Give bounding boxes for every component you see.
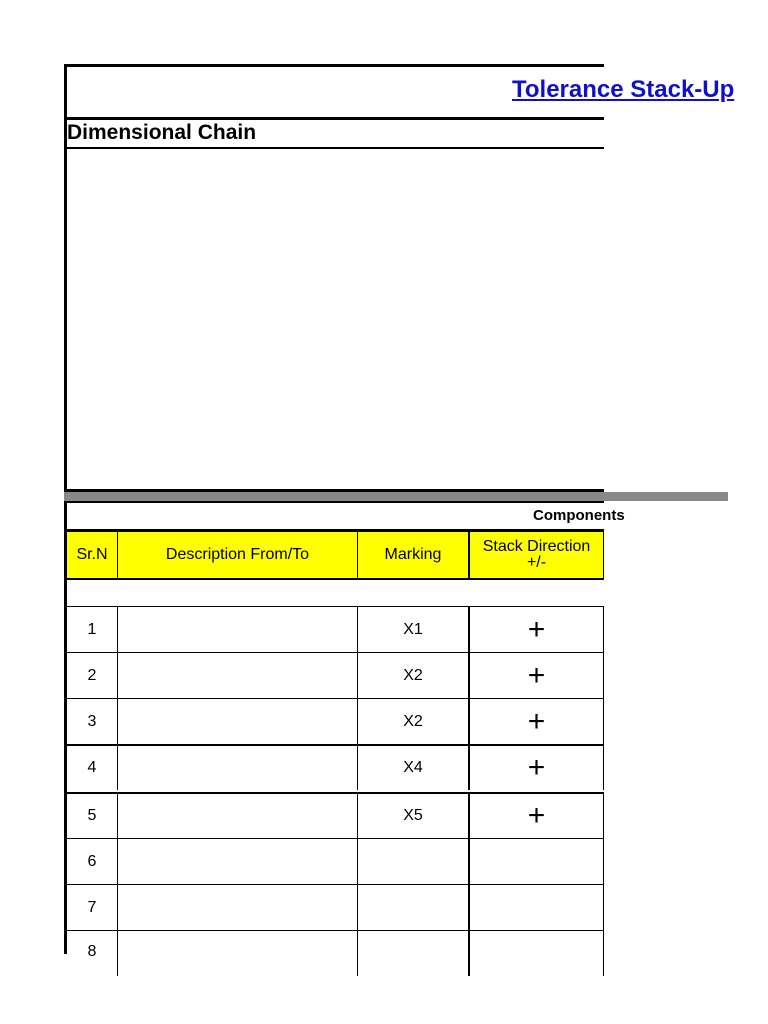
table-row bbox=[67, 838, 604, 884]
description-cell[interactable] bbox=[118, 698, 358, 744]
header-stack-direction-line2: +/- bbox=[526, 554, 547, 571]
direction-cell[interactable]: + bbox=[470, 652, 604, 698]
header-marking[interactable] bbox=[358, 532, 470, 580]
description-cell[interactable] bbox=[118, 744, 358, 790]
header-stack-direction-label bbox=[483, 539, 591, 571]
table-row bbox=[67, 792, 604, 838]
sr-cell[interactable]: 6 bbox=[67, 838, 118, 884]
direction-cell[interactable]: + bbox=[470, 744, 604, 790]
section-divider-bottom bbox=[64, 501, 604, 503]
table-row bbox=[67, 652, 604, 698]
table-row bbox=[67, 744, 604, 790]
sr-cell[interactable]: 3 bbox=[67, 698, 118, 744]
sr-cell[interactable]: 1 bbox=[67, 606, 118, 652]
marking-cell[interactable]: X5 bbox=[358, 792, 470, 838]
sr-cell[interactable]: 5 bbox=[67, 792, 118, 838]
sr-cell[interactable]: 4 bbox=[67, 744, 118, 790]
description-cell[interactable] bbox=[118, 930, 358, 976]
marking-cell[interactable] bbox=[358, 884, 470, 930]
sr-cell[interactable]: 8 bbox=[67, 930, 118, 976]
components-section-label: Components bbox=[533, 507, 625, 524]
direction-cell[interactable] bbox=[470, 838, 604, 884]
header-sr-number[interactable] bbox=[67, 532, 118, 580]
marking-cell[interactable] bbox=[358, 838, 470, 884]
header-description-label: Description From/To bbox=[165, 546, 310, 563]
description-cell[interactable] bbox=[118, 606, 358, 652]
direction-cell[interactable]: + bbox=[470, 792, 604, 838]
description-cell[interactable] bbox=[118, 652, 358, 698]
table-row bbox=[67, 698, 604, 744]
direction-cell[interactable]: + bbox=[470, 606, 604, 652]
sr-cell[interactable]: 7 bbox=[67, 884, 118, 930]
dimensional-chain-drawing-area[interactable] bbox=[67, 149, 604, 489]
sheet-title-link[interactable]: Tolerance Stack-Up bbox=[512, 76, 735, 103]
header-stack-direction-line1: Stack Direction bbox=[482, 538, 591, 555]
direction-cell[interactable]: + bbox=[470, 698, 604, 744]
table-row bbox=[67, 606, 604, 652]
description-cell[interactable] bbox=[118, 884, 358, 930]
marking-cell[interactable]: X2 bbox=[358, 698, 470, 744]
dimensional-chain-heading: Dimensional Chain bbox=[67, 121, 257, 144]
marking-cell[interactable]: X4 bbox=[358, 744, 470, 790]
marking-cell[interactable] bbox=[358, 930, 470, 976]
description-cell[interactable] bbox=[118, 838, 358, 884]
direction-cell[interactable] bbox=[470, 930, 604, 976]
direction-cell[interactable] bbox=[470, 884, 604, 930]
sheet-top-border bbox=[64, 64, 604, 67]
marking-cell[interactable]: X1 bbox=[358, 606, 470, 652]
section-divider-gray bbox=[64, 492, 728, 501]
header-stack-direction[interactable] bbox=[470, 532, 604, 580]
table-row bbox=[67, 930, 604, 960]
header-sr-label: Sr.N bbox=[76, 546, 108, 563]
sr-cell[interactable]: 2 bbox=[67, 652, 118, 698]
table-row bbox=[67, 884, 604, 930]
header-description[interactable] bbox=[118, 532, 358, 580]
description-cell[interactable] bbox=[118, 792, 358, 838]
marking-cell[interactable]: X2 bbox=[358, 652, 470, 698]
header-marking-label: Marking bbox=[384, 546, 442, 563]
